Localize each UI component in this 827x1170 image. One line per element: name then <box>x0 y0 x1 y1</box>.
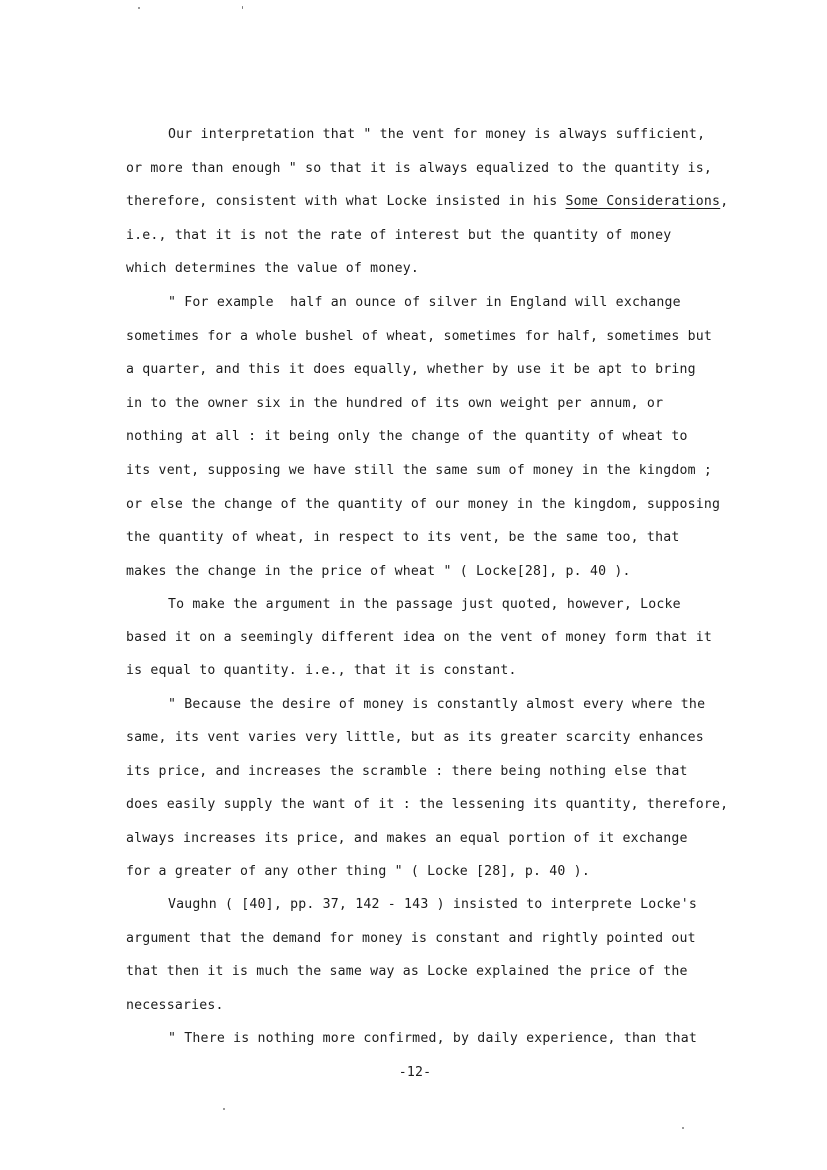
text-line: To make the argument in the passage just quoted, however, Locke <box>168 597 681 612</box>
text-line: argument that the demand for money is constant and rightly pointed out <box>126 931 696 946</box>
scan-speck <box>138 7 140 9</box>
page-number: -12- <box>398 1065 432 1080</box>
text-line: Vaughn ( [40], pp. 37, 142 - 143 ) insisted to interprete Locke's <box>168 897 698 912</box>
text-line <box>126 193 728 211</box>
text-line: is equal to quantity. i.e., that it is constant. <box>126 663 517 678</box>
text-line: its price, and increases the scramble : there being nothing else that <box>126 764 688 779</box>
text-line: sometimes for a whole bushel of wheat, sometimes for half, sometimes but <box>126 329 713 344</box>
text-line: does easily supply the want of it : the lessening its quantity, therefore, <box>126 797 729 812</box>
text-line: or else the change of the quantity of our money in the kingdom, supposing <box>126 497 721 512</box>
text-line: nothing at all : it being only the change of the quantity of wheat to <box>126 429 688 444</box>
text-line: or more than enough " so that it is always equalized to the quantity is, <box>126 161 713 176</box>
text-line: for a greater of any other thing " ( Locke [28], p. 40 ). <box>126 864 590 879</box>
text-segment: therefore, consistent with what Locke insisted in his <box>126 194 566 209</box>
text-line: " Because the desire of money is constantly almost every where the <box>168 697 706 712</box>
text-line: " There is nothing more confirmed, by daily experience, than that <box>168 1031 698 1046</box>
text-line: that then it is much the same way as Locke explained the price of the <box>126 964 688 979</box>
text-line: always increases its price, and makes an equal portion of it exchange <box>126 831 688 846</box>
text-line: i.e., that it is not the rate of interest but the quantity of money <box>126 228 672 243</box>
text-line: which determines the value of money. <box>126 261 420 276</box>
scan-speck <box>242 6 243 9</box>
text-line: its vent, supposing we have still the same sum of money in the kingdom ; <box>126 463 713 478</box>
book-title: Some Considerations <box>565 194 721 209</box>
text-line: in to the owner six in the hundred of its own weight per annum, or <box>126 396 664 411</box>
text-line: a quarter, and this it does equally, whether by use it be apt to bring <box>126 362 696 377</box>
text-line: " For example half an ounce of silver in England will exchange <box>168 295 681 310</box>
text-line: makes the change in the price of wheat " ( Locke[28], p. 40 ). <box>126 564 631 579</box>
text-segment: , <box>720 194 729 209</box>
text-line: based it on a seemingly different idea on the vent of money form that it <box>126 630 713 645</box>
scan-speck <box>682 1127 684 1129</box>
text-line: same, its vent varies very little, but as its greater scarcity enhances <box>126 730 704 745</box>
scan-speck <box>223 1108 225 1110</box>
text-line: the quantity of wheat, in respect to its vent, be the same too, that <box>126 530 680 545</box>
text-line: Our interpretation that " the vent for money is always sufficient, <box>168 127 706 142</box>
text-line: necessaries. <box>126 998 224 1013</box>
